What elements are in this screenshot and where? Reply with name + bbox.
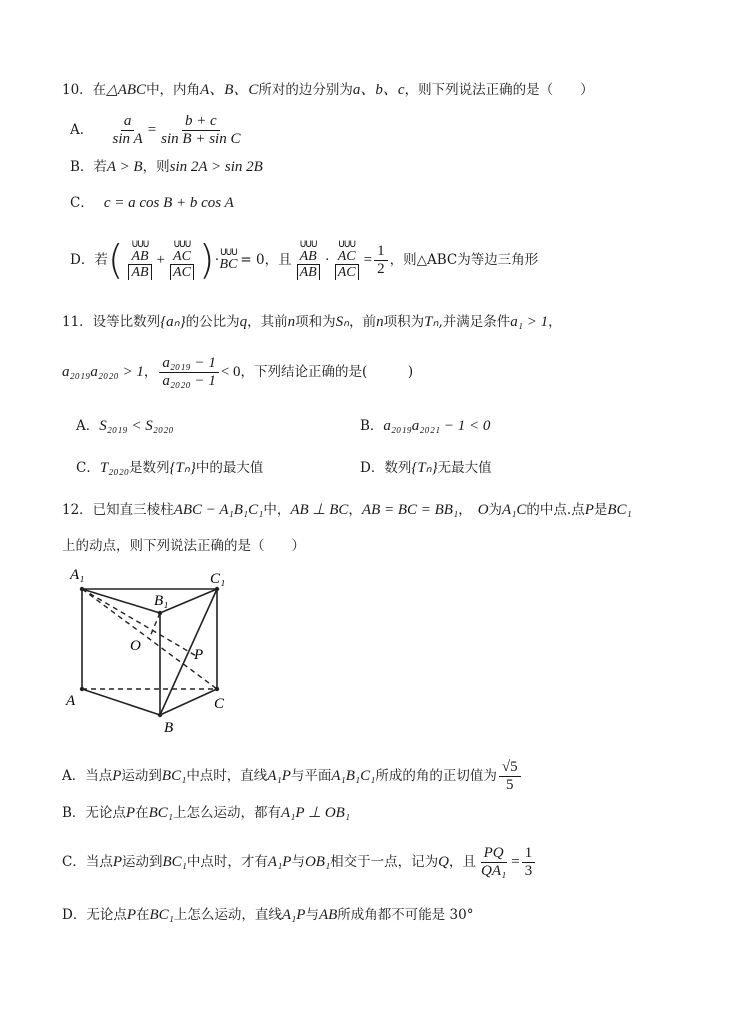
q11-l2-num: a₂₀₁₉ − 1: [159, 355, 218, 373]
q12-l1-p: P: [584, 502, 594, 518]
q12-l1-eq: AB = BC = BB₁: [361, 502, 459, 518]
q10-option-d-unit-ab: [125, 241, 154, 280]
q12-opt-c-frac1: [478, 845, 509, 880]
q11-l1-a: 11．设等比数列: [62, 314, 161, 330]
q12-l1-perp: AB ⊥ BC: [290, 502, 349, 518]
q11-stem-line2: [62, 352, 413, 392]
q11-opt-d-label: D．数列: [360, 460, 412, 476]
q11-l1-cond: a₁ > 1: [510, 314, 549, 330]
q11-opt-c-end: 中的最大值: [195, 460, 264, 476]
q11-l1-b: 的公比为: [185, 314, 240, 330]
q12-opt-a-frac: [499, 759, 521, 794]
q10-option-d-frac-ab: [294, 241, 323, 280]
q12-opt-c-e: 相交于一点，记为: [330, 854, 439, 870]
q10-stem: [62, 80, 594, 100]
q11-option-d: [360, 458, 492, 478]
q10-option-c-expr: c = a cos B + b cos A: [103, 195, 234, 211]
q12-opt-c-f: ，且: [449, 854, 477, 870]
q10-vec-ab-den2: AB: [297, 265, 320, 280]
q10-stem-mid2: 所对的边分别为: [258, 82, 353, 98]
q10-option-d-half-den: 2: [377, 261, 385, 277]
q11-opt-c-text: 是数列: [129, 460, 170, 476]
q10-option-a-frac1: [110, 113, 146, 148]
q10-vec-arrow-5: ꓴꓴꓴ: [338, 240, 356, 250]
q10-option-d-dot: ·: [214, 252, 220, 268]
q10-option-d-frac-ac: [332, 241, 362, 280]
label-o: O: [130, 638, 141, 654]
q11-opt-b-expr: a₂₀₁₉a₂₀₂₁ − 1 < 0: [383, 418, 491, 434]
q11-l1-g: ,并满足条件: [438, 314, 511, 330]
edge-a1b1: [82, 589, 160, 613]
q12-opt-c-frac2: [522, 845, 536, 880]
q10-stem-tri: △ABC: [106, 82, 147, 98]
label-b1: B₁: [154, 593, 169, 609]
q12-opt-b-c: 上怎么运动，都有: [172, 805, 281, 821]
q11-l1-n2: n: [376, 314, 384, 330]
edge-bc: [160, 689, 217, 715]
point-c: [215, 687, 219, 691]
q11-l1-seq: {aₙ}: [160, 314, 186, 330]
q11-l1-tn: Tₙ: [424, 314, 439, 330]
q12-opt-d-b: 在: [136, 907, 150, 923]
q12-opt-c-b: 运动到: [122, 854, 163, 870]
q12-opt-c-bc1: BC₁: [162, 854, 187, 870]
q10-option-d: D．若( ꓴꓴꓴ AB AB + ꓴꓴꓴ AC AC )· ꓴꓴꓴ BC = 0，且 ꓴꓴꓴ AB AB · ꓴꓴꓴ AC AC = $\frac{1}{2}$ ，则△ABC为等边三角形: [70, 237, 539, 284]
q10-stem-num: 10．在: [62, 82, 107, 98]
q10-option-b-label: B．若: [70, 159, 107, 175]
q11-l1-n1: n: [287, 314, 296, 330]
q11-l2-end: ，下列结论正确的是( ): [240, 364, 414, 380]
q12-opt-d-a: D．无论点: [62, 907, 127, 923]
q12-opt-a-e: 所成的角的正切值为: [375, 768, 497, 784]
q11-l2-frac: [159, 355, 218, 390]
q11-l2-prod: a₂₀₁₉a₂₀₂₀ > 1: [62, 364, 144, 380]
q12-l1-a1c: A₁C: [502, 502, 527, 518]
point-a: [80, 687, 84, 691]
label-c: C: [214, 696, 225, 712]
q11-l1-f: 项积为: [383, 314, 425, 330]
q10-vec-ab-num2: AB: [299, 249, 317, 264]
q11-option-a: [76, 416, 174, 436]
q10-vec-ab-den: AB: [128, 265, 151, 280]
q12-l1-a: 12．已知直三棱柱: [62, 502, 174, 518]
q10-stem-angles: A、B、C: [200, 82, 259, 98]
q12-l1-f: 的中点.点: [526, 502, 585, 518]
q11-option-b: [360, 416, 490, 436]
q12-option-b: [62, 803, 350, 823]
q11-opt-c-label: C．: [76, 460, 100, 476]
q12-opt-c-eq: =: [511, 854, 520, 870]
q10-option-b-mid: ，则: [142, 159, 170, 175]
q10-vec-ab-num: AB: [131, 249, 149, 264]
q12-opt-c-a: C．当点: [62, 854, 113, 870]
q10-option-a-den2: sin B + sin C: [161, 131, 241, 147]
label-b: B: [164, 720, 174, 736]
q12-opt-c-ob1: OB₁: [304, 854, 331, 870]
q11-l1-e: ，前: [349, 314, 377, 330]
q10-option-b-cond: A > B: [106, 159, 143, 175]
q10-option-d-dot2: ·: [324, 252, 330, 268]
q12-option-a: [62, 756, 523, 796]
q11-opt-d-seq: {Tₙ}: [411, 460, 438, 476]
q11-option-c: [76, 458, 263, 478]
q12-l1-bc1: BC₁: [607, 502, 632, 518]
label-c1: C₁: [210, 571, 226, 587]
q12-opt-c-c: 中点时，才有: [186, 854, 268, 870]
q12-l1-c: ，: [348, 502, 362, 518]
q12-opt-c-d: 与: [291, 854, 305, 870]
q12-opt-d-d: 与: [305, 907, 319, 923]
q10-option-a: [70, 112, 245, 148]
q11-l1-q: q: [239, 314, 248, 330]
q10-option-d-plus: +: [156, 252, 166, 268]
q12-opt-c-den2: 3: [524, 863, 533, 879]
q10-vec-ac-num2: AC: [337, 249, 356, 264]
q12-opt-c-num2: 1: [522, 845, 536, 863]
label-p: P: [194, 647, 204, 663]
q10-option-a-eq: =: [147, 122, 157, 138]
q11-l1-h: ，: [548, 314, 562, 330]
q11-opt-d-end: 无最大值: [437, 460, 492, 476]
q12-l1-o: O: [477, 502, 489, 518]
q10-option-a-num1: a: [121, 113, 135, 131]
q12-opt-a-b: 运动到: [121, 768, 162, 784]
q11-l1-sn: Sₙ: [335, 314, 350, 330]
q12-opt-a-plane: A₁B₁C₁: [331, 768, 376, 784]
q11-opt-a-expr: S₂₀₁₉ < S₂₀₂₀: [99, 418, 174, 434]
q10-option-a-label: A．: [70, 122, 94, 138]
q12-opt-b-a: B．无论点: [62, 805, 126, 821]
q11-l2-lt: < 0: [220, 364, 241, 380]
segment-b1o: [149, 613, 160, 639]
q10-vec-ac-den: AC: [170, 265, 194, 280]
q12-stem-line1: [62, 500, 632, 520]
q10-vec-arrow-2: ꓴꓴꓴ: [173, 240, 191, 250]
q12-option-d: [62, 905, 474, 925]
edge-ab: [82, 689, 160, 715]
q11-l1-c: ，其前: [247, 314, 288, 330]
q12-opt-b-p: P: [125, 805, 136, 821]
q10-vec-bc: BC: [219, 257, 238, 272]
q12-opt-c-p: P: [112, 854, 123, 870]
q12-opt-d-c: 上怎么运动，直线: [173, 907, 282, 923]
q12-opt-a-num: √5: [499, 759, 521, 777]
q12-opt-c-num: PQ: [481, 845, 507, 863]
q12-l1-d: ，: [458, 502, 472, 518]
q12-opt-a-c: 中点时，直线: [186, 768, 268, 784]
q12-opt-d-ab: AB: [318, 907, 338, 923]
q10-option-d-end: ，则△ABC为等边三角形: [389, 252, 539, 268]
q12-l1-g: 是: [593, 502, 608, 518]
q11-l1-d: 项和为: [295, 314, 336, 330]
q10-option-d-unit-ac: [167, 241, 197, 280]
q10-vec-arrow-3: ꓴꓴꓴ: [220, 248, 237, 258]
q10-option-d-label: D．若: [70, 252, 108, 268]
q10-option-a-num2: b + c: [182, 113, 220, 131]
q10-stem-sides: a、b、c: [352, 82, 405, 98]
q10-option-d-half: [374, 243, 388, 278]
q10-vec-arrow-1: ꓴꓴꓴ: [131, 240, 149, 250]
q10-option-d-equals: =: [363, 252, 373, 268]
q12-opt-a-p: P: [112, 768, 122, 784]
point-b1: [158, 611, 162, 615]
q10-option-b-concl: sin 2A > sin 2B: [169, 159, 263, 175]
q10-option-c: [70, 193, 234, 213]
prism-diagram: [62, 565, 242, 740]
q12-l1-b: 中，: [263, 502, 291, 518]
q11-l2-comma: ，: [143, 364, 158, 380]
q12-opt-c-a1p: A₁P: [267, 854, 292, 870]
q10-option-a-den1: sin A: [112, 131, 143, 147]
q12-opt-a-a: A．当点: [62, 768, 113, 784]
q10-vec-arrow-4: ꓴꓴꓴ: [299, 240, 317, 250]
q10-vec-ac-den2: AC: [335, 265, 359, 280]
q11-opt-c-seq: {Tₙ}: [169, 460, 196, 476]
q11-opt-c-t: T₂₀₂₀: [99, 460, 130, 476]
q12-opt-d-e: 所成角都不可能是 30°: [337, 907, 474, 923]
q12-opt-b-expr: A₁P ⊥ OB₁: [280, 805, 351, 821]
q12-opt-d-bc1: BC₁: [149, 907, 174, 923]
label-a: A: [66, 693, 76, 709]
q12-opt-c-q: Q: [438, 854, 450, 870]
prism-figure: [62, 565, 242, 744]
edge-bc1: [160, 589, 217, 715]
point-b: [158, 713, 162, 717]
q12-option-c: [62, 842, 537, 882]
q12-opt-b-bc1: BC₁: [148, 805, 173, 821]
q12-stem-line2: [62, 536, 305, 556]
q12-opt-a-bc1: BC₁: [161, 768, 187, 784]
q11-stem-line1: [62, 312, 562, 332]
point-c1: [215, 587, 219, 591]
label-a1: A₁: [70, 567, 85, 583]
q12-opt-c-den: QA₁: [481, 863, 507, 879]
q12-l1-prism: ABC − A₁B₁C₁: [173, 502, 264, 518]
q10-option-a-frac2: [158, 113, 243, 148]
q12-opt-d-p: P: [126, 907, 136, 923]
q10-option-d-eq0: = 0，且: [240, 252, 292, 268]
q11-opt-b-label: B．: [360, 418, 384, 434]
q10-option-d-half-num: 1: [374, 243, 388, 261]
q10-option-b: [70, 157, 263, 177]
q12-opt-a-den: 5: [505, 777, 514, 793]
q11-l2-den: a₂₀₂₀ − 1: [162, 373, 216, 389]
q10-option-c-label: C．: [70, 195, 94, 211]
q12-l1-e: 为: [488, 502, 503, 518]
point-a1: [80, 587, 84, 591]
q10-stem-mid: 中，内角: [146, 82, 201, 98]
q12-opt-a-d: 与平面: [290, 768, 332, 784]
q12-opt-b-b: 在: [135, 805, 149, 821]
q10-stem-end: ，则下列说法正确的是（ ）: [404, 82, 594, 98]
q12-opt-a-a1p: A₁P: [267, 768, 291, 784]
q10-vec-ac-num: AC: [173, 249, 191, 264]
q12-opt-d-a1p: A₁P: [281, 907, 306, 923]
q12-l2: 上的动点，则下列说法正确的是（ ）: [62, 538, 305, 554]
q11-opt-a-label: A．: [76, 418, 100, 434]
